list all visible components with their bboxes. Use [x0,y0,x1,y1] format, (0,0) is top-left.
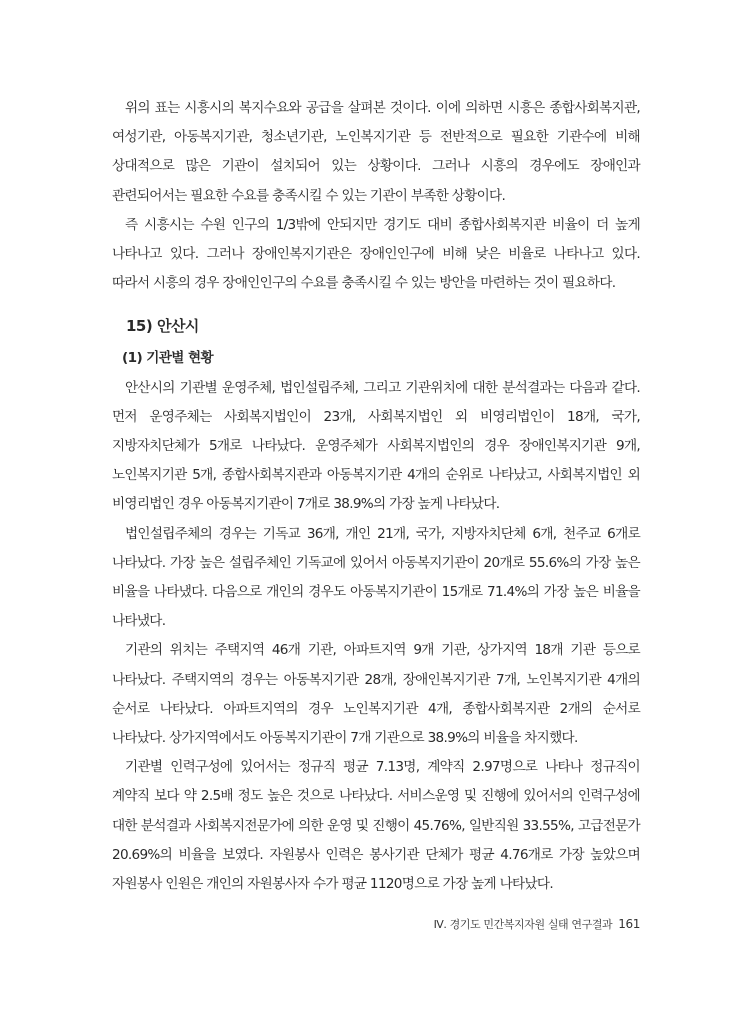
paragraph-ansan-3: 기관의 위치는 주택지역 46개 기관, 아파트지역 9개 기관, 상가지역 18개 기관 등으로 나타났다. 주택지역의 경우는 아동복지기관 28개, 장애인복지기관 7개, 노인복지기관 4개의 순서로 나타났다. 아파트지역의 경우 노인복지기관 4개, 종합사회복지관 2개의 순서로 나타났다. 상가지역에서도 아동복지기관이 7개 기관으로 38.9%의 비율을 차지했다. [112,642,640,747]
paragraph-ansan-4: 기관별 인력구성에 있어서는 정규직 평균 7.13명, 계약직 2.97명으로 나타나 정규직이 계약직 보다 약 2.5배 정도 높은 것으로 나타났다. 서비스운영 및 진행에 있어서의 인력구성에 대한 분석결과 사회복지전문가에 의한 운영 및 진행이 45.76%, 일반직원 33.55%, 고급전문가 20.69%의 비율을 보였다. 자원봉사 인력은 봉사기관 단체가 평균 4.76개로 가장 높았으며 자원봉사 인원은 개인의 자원봉사자 수가 평균 1120명으로 가장 높게 나타났다. [112,759,640,893]
paragraph-siheung-2: 즉 시흥시는 수원 인구의 1/3밖에 안되지만 경기도 대비 종합사회복지관 비율이 더 높게 나타나고 있다. 그러나 장애인복지기관은 장애인인구에 비해 낮은 비율로 나타나고 있다. 따라서 시흥의 경우 장애인인구의 수요를 충족시킬 수 있는 방안을 마련하는 것이 필요하다. [112,216,640,292]
section-title: 15) 안산시 [126,317,199,336]
paragraph-siheung-1: 위의 표는 시흥시의 복지수요와 공급을 살펴본 것이다. 이에 의하면 시흥은 종합사회복지관, 여성기관, 아동복지기관, 청소년기관, 노인복지기관 등 전반적으로 필요한 기관수에 비해 상대적으로 많은 기관이 설치되어 있는 상황이다. 그러나 시흥의 경우에도 장애인과 관련되어서는 필요한 수요를 충족시킬 수 있는 기관이 부족한 상황이다. [112,100,640,204]
footer-chapter: Ⅳ. 경기도 민간복지자원 실태 연구결과 [433,918,613,931]
paragraph-ansan-1: 안산시의 기관별 운영주체, 법인설립주체, 그리고 기관위치에 대한 분석결과는 다음과 같다. 먼저 운영주체는 사회복지법인이 23개, 사회복지법인 외 비영리법인이 18개, 국가, 지방자치단체가 5개로 나타났다. 운영주체가 사회복지법인의 경우 장애인복지기관 9개, 노인복지기관 5개, 종합사회복지관과 아동복지기관 4개의 순위로 나타났고, 사회복지법인 외 비영리법인 경우 아동복지기관이 7개로 38.9%의 가장 높게 나타났다. [112,379,640,513]
sub-heading: (1) 기관별 현황 [122,350,214,367]
paragraph-ansan-2: 법인설립주체의 경우는 기독교 36개, 개인 21개, 국가, 지방자치단체 6개, 천주교 6개로 나타났다. 가장 높은 설립주체인 기독교에 있어서 아동복지기관이 20개로 55.6%의 가장 높은 비율을 나타냈다. 다음으로 개인의 경우도 아동복지기관이 15개로 71.4%의 가장 높은 비율을 나타냈다. [112,525,640,630]
page-body [112,94,640,899]
page-footer [390,916,640,932]
page-number: 161 [618,917,640,931]
